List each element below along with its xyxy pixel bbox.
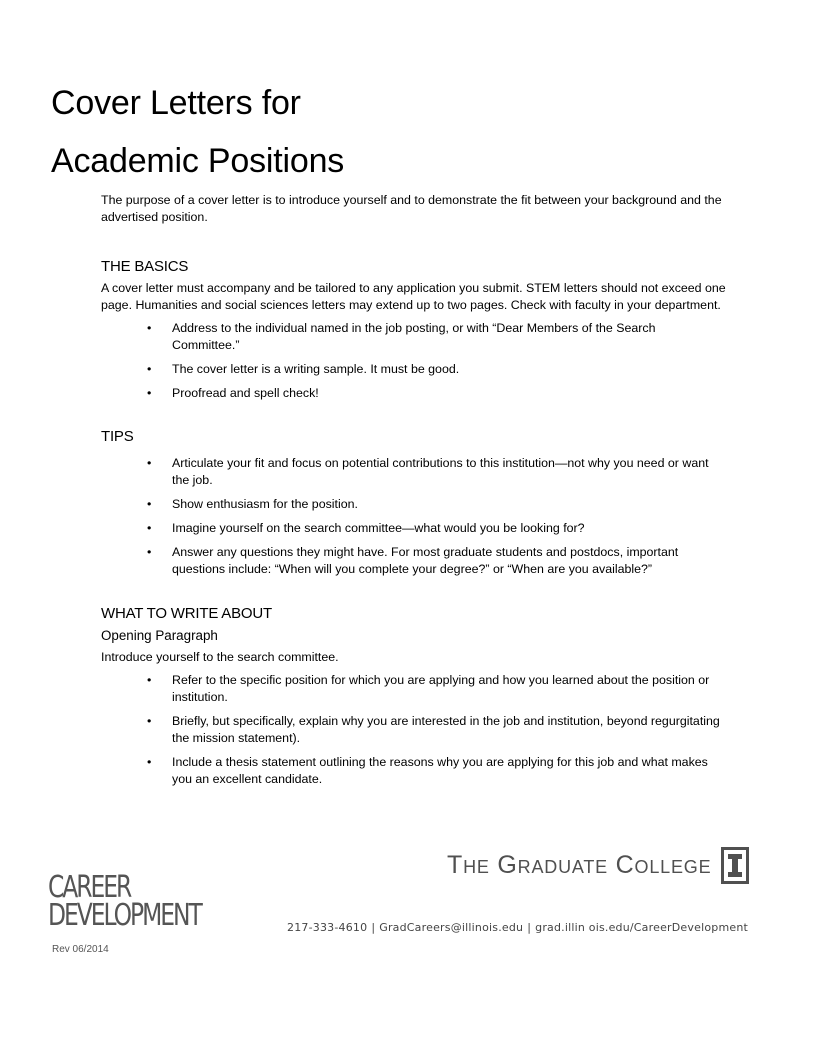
list-item: • Refer to the specific position for which you are applying and how you learned about the position or institution. bbox=[101, 672, 722, 706]
career-development-logo bbox=[48, 870, 201, 933]
list-item: • Show enthusiasm for the position. bbox=[101, 496, 722, 513]
list-item: • Answer any questions they might have. For most graduate students and postdocs, important questions include: “When will you complete your degree?” or “When are you available?” bbox=[101, 544, 722, 578]
title-line-1: Cover Letters for bbox=[51, 84, 301, 122]
illinois-block-i-icon bbox=[721, 847, 749, 884]
basics-section bbox=[101, 258, 726, 402]
opening-paragraph-subheading: Opening Paragraph bbox=[101, 628, 218, 643]
email-link[interactable]: GradCareers@illinois.edu bbox=[379, 921, 524, 934]
write-about-text: Introduce yourself to the search committee. bbox=[101, 650, 339, 664]
graduate-college-logo bbox=[447, 845, 749, 885]
list-item: • Imagine yourself on the search committee—what would you be looking for? bbox=[101, 520, 722, 537]
page-title bbox=[51, 74, 344, 190]
write-about-section bbox=[101, 605, 726, 788]
list-item: • Articulate your fit and focus on potential contributions to this institution—not why you need or want the job. bbox=[101, 455, 722, 489]
write-about-list bbox=[101, 672, 726, 788]
phone-number: 217-333-4610 bbox=[287, 921, 368, 934]
graduate-college-text: The Graduate College bbox=[447, 851, 712, 879]
basics-heading: THE BASICS bbox=[101, 258, 189, 275]
basics-list bbox=[101, 320, 726, 402]
list-item: • Proofread and spell check! bbox=[101, 385, 722, 402]
development-line: DEVELOPMENT bbox=[48, 898, 201, 933]
list-item: • Briefly, but specifically, explain why you are interested in the job and institution, beyond regurgitating the mission statement). bbox=[101, 713, 722, 747]
document-body bbox=[101, 192, 726, 795]
write-about-heading: WHAT TO WRITE ABOUT bbox=[101, 605, 272, 622]
tips-heading: TIPS bbox=[101, 428, 134, 445]
list-item: • Include a thesis statement outlining the reasons why you are applying for this job and what makes you an excellent candidate. bbox=[101, 754, 722, 788]
title-line-2: Academic Positions bbox=[51, 142, 345, 180]
intro-paragraph: The purpose of a cover letter is to introduce yourself and to demonstrate the fit between your background and the advertised position. bbox=[101, 193, 722, 224]
career-line: CAREER bbox=[48, 870, 131, 905]
website-link[interactable]: grad.illin ois.edu/CareerDevelopment bbox=[535, 921, 749, 934]
basics-text: A cover letter must accompany and be tailored to any application you submit. STEM letters should not exceed one page. Humanities and social sciences letters may extend up to two pages. Check with faculty in your department. bbox=[101, 281, 726, 312]
list-item: • Address to the individual named in the job posting, or with “Dear Members of the Search Committee.” bbox=[101, 320, 722, 354]
list-item: • The cover letter is a writing sample. It must be good. bbox=[101, 361, 722, 378]
tips-section bbox=[101, 428, 726, 578]
contact-info: 217-333-4610 | GradCareers@illinois.edu | grad.illin ois.edu/CareerDevelopment bbox=[287, 921, 749, 934]
tips-list bbox=[101, 455, 726, 578]
revision-date: Rev 06/2014 bbox=[52, 944, 109, 955]
